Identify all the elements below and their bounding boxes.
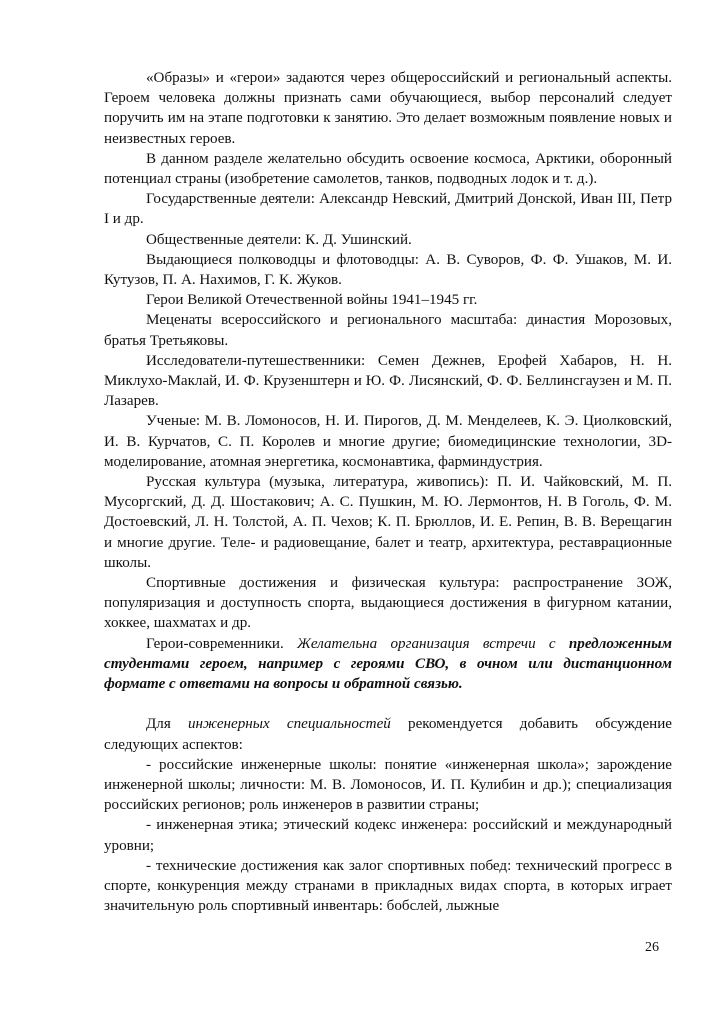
paragraph-space-arctic: В данном разделе желательно обсудить освоение космоса, Арктики, оборонный потенциал страны (изобретение самолетов, танков, подводных лодок и т. д.). (104, 150, 672, 188)
section-gap (104, 694, 672, 714)
paragraph-images-heroes: «Образы» и «герои» задаются через общероссийский и региональный аспекты. Героем человека должны признать сами обучающиеся, выбор персоналий следует поручить им на этапе подготовки к занятию. Это делает возможным появление новых и неизвестных героев. (104, 70, 672, 147)
paragraph-patrons: Меценаты всероссийского и регионального масштаба: династия Морозовых, братья Третьяковы. (104, 312, 672, 349)
engineering-item-ethics: - инженерная этика; этический кодекс инженера: российский и международный уровни; (104, 817, 672, 854)
engineering-intro-after: рекомендуется добавить обсуждение следующих аспектов: (104, 716, 672, 753)
document-body (104, 68, 672, 916)
heroes-italic: Желательна организация встречи с (297, 635, 556, 652)
engineering-intro-before: Для (146, 716, 171, 733)
paragraph-explorers: Исследователи-путешественники: Семен Дежнев, Ерофей Хабаров, Н. Н. Миклухо-Маклай, И. Ф. Крузенштерн и Ю. Ф. Лисянский, Ф. Ф. Беллинсгаузен и М. П. Лазарев. (104, 352, 672, 410)
heroes-lead: Герои-современники. (146, 635, 284, 652)
paragraph-sport: Спортивные достижения и физическая культура: распространение ЗОЖ, популяризация и доступность спорта, выдающиеся достижения в фигурном катании, хоккее, шахматах и др. (104, 575, 672, 632)
engineering-item-sport-tech: - технические достижения как залог спортивных побед: технический прогресс в спорте, конкуренция между странами в прикладных видах спорта, в которых играет значительную роль спортивный инвентарь: бобслей, лыжные (104, 857, 672, 915)
paragraph-scientists: Ученые: М. В. Ломоносов, Н. И. Пирогов, Д. М. Менделеев, К. Э. Циолковский, И. В. Курчатов, С. П. Королев и многие другие; биомедицинские технологии, 3D-моделирование, атомная энергетика, космонавтика, фарминдустрия. (104, 413, 672, 470)
paragraph-contemporary-heroes (104, 634, 672, 695)
heroes-bold-italic: предложенным студентами героем, например с героями СВО, в очном или дистанционном формате с ответами на вопросы и обратной связью. (104, 635, 672, 693)
paragraph-statesmen: Государственные деятели: Александр Невский, Дмитрий Донской, Иван III, Петр I и др. (104, 191, 672, 228)
paragraph-engineering-intro (104, 714, 672, 754)
paragraph-war-heroes: Герои Великой Отечественной войны 1941–1945 гг. (146, 292, 478, 309)
paragraph-public-figures: Общественные деятели: К. Д. Ушинский. (146, 231, 412, 248)
page-number: 26 (645, 940, 659, 955)
engineering-item-schools: - российские инженерные школы: понятие «инженерная школа»; зарождение инженерной школы; личности: М. В. Ломоносов, И. П. Кулибин и др.); специализация российских регионов; роль инженеров в развитии страны; (104, 756, 672, 814)
paragraph-commanders: Выдающиеся полководцы и флотоводцы: А. В. Суворов, Ф. Ф. Ушаков, М. И. Кутузов, П. А. Нахимов, Г. К. Жуков. (104, 251, 672, 289)
engineering-intro-italic: инженерных специальностей (187, 716, 391, 733)
paragraph-russian-culture: Русская культура (музыка, литература, живопись): П. И. Чайковский, М. П. Мусоргский, Д. Д. Шостакович; А. С. Пушкин, М. Ю. Лермонтов, Н. В Гоголь, Ф. М. Достоевский, Л. Н. Толстой, А. П. Чехов; К. П. Брюллов, И. Е. Репин, В. В. Верещагин и многие другие. Теле- и радиовещание, балет и театр, архитектура, реставрационные школы. (104, 474, 672, 571)
